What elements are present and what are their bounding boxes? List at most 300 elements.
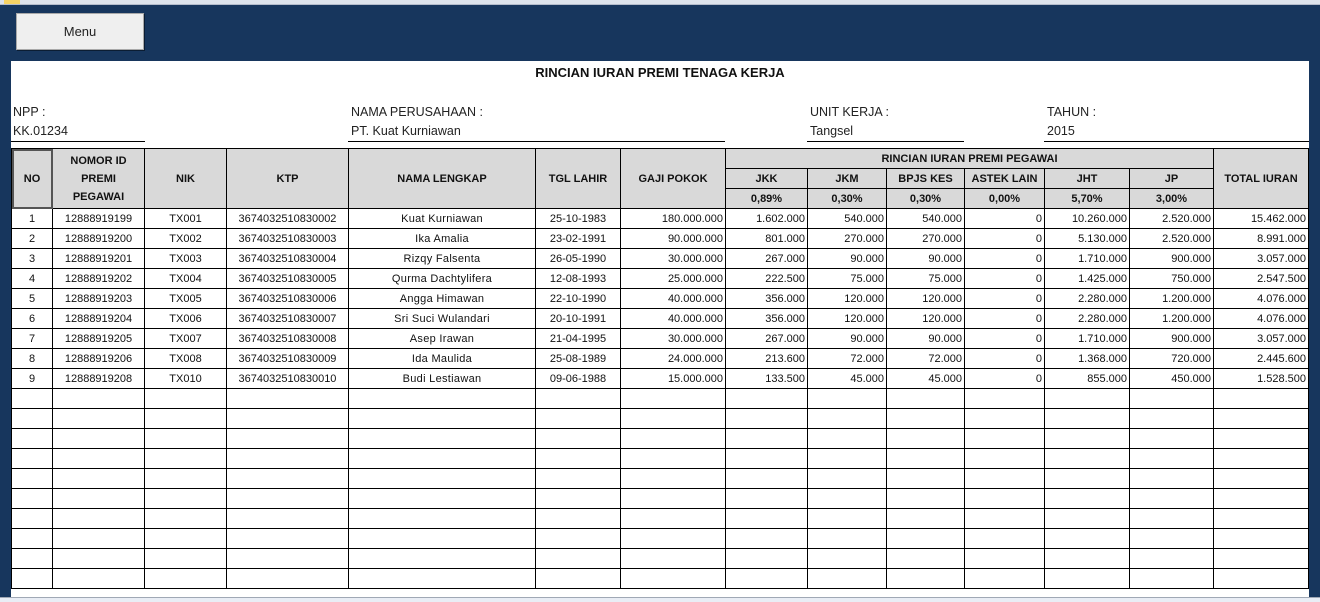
cell-gaji[interactable]: 25.000.000 — [621, 269, 726, 289]
empty-cell-id[interactable] — [53, 389, 145, 409]
header-tgl-lahir[interactable]: TGL LAHIR — [536, 149, 621, 209]
cell-jkm[interactable]: 72.000 — [808, 349, 887, 369]
horizontal-scrollbar[interactable] — [0, 597, 1320, 602]
empty-cell-id[interactable] — [53, 489, 145, 509]
cell-astek[interactable]: 0 — [965, 249, 1045, 269]
empty-cell-gaji[interactable] — [621, 509, 726, 529]
empty-cell-jht[interactable] — [1045, 469, 1130, 489]
empty-cell-id[interactable] — [53, 549, 145, 569]
header-jht[interactable]: JHT — [1045, 169, 1130, 189]
empty-cell-no[interactable] — [12, 529, 53, 549]
empty-cell-ktp[interactable] — [227, 409, 349, 429]
empty-cell-id[interactable] — [53, 429, 145, 449]
cell-jkm[interactable]: 270.000 — [808, 229, 887, 249]
report-sheet — [11, 61, 1309, 597]
cell-gaji[interactable]: 40.000.000 — [621, 289, 726, 309]
empty-cell-id[interactable] — [53, 469, 145, 489]
empty-cell-total[interactable] — [1214, 509, 1309, 529]
empty-cell-ktp[interactable] — [227, 529, 349, 549]
cell-ktp[interactable]: 3674032510830005 — [227, 269, 349, 289]
header-jkm[interactable]: JKM — [808, 169, 887, 189]
empty-cell-tgl[interactable] — [536, 509, 621, 529]
cell-bpjs[interactable]: 72.000 — [887, 349, 965, 369]
cell-tgl[interactable]: 25-08-1989 — [536, 349, 621, 369]
empty-cell-tgl[interactable] — [536, 469, 621, 489]
empty-cell-gaji[interactable] — [621, 489, 726, 509]
empty-cell-jp[interactable] — [1130, 489, 1214, 509]
cell-id[interactable]: 12888919206 — [53, 349, 145, 369]
cell-jp[interactable]: 2.520.000 — [1130, 229, 1214, 249]
cell-gaji[interactable]: 15.000.000 — [621, 369, 726, 389]
cell-total[interactable]: 1.528.500 — [1214, 369, 1309, 389]
cell-jp[interactable]: 900.000 — [1130, 249, 1214, 269]
empty-cell-tgl[interactable] — [536, 429, 621, 449]
cell-ktp[interactable]: 3674032510830007 — [227, 309, 349, 329]
header-jkk[interactable]: JKK — [726, 169, 808, 189]
empty-cell-bpjs[interactable] — [887, 529, 965, 549]
empty-cell-total[interactable] — [1214, 529, 1309, 549]
empty-cell-gaji[interactable] — [621, 449, 726, 469]
cell-nik[interactable]: TX005 — [145, 289, 227, 309]
rate-jht[interactable]: 5,70% — [1045, 189, 1130, 209]
empty-cell-jht[interactable] — [1045, 509, 1130, 529]
cell-jht[interactable]: 1.368.000 — [1045, 349, 1130, 369]
cell-jkk[interactable]: 1.602.000 — [726, 209, 808, 229]
empty-cell-astek[interactable] — [965, 529, 1045, 549]
cell-jkm[interactable]: 45.000 — [808, 369, 887, 389]
cell-tgl[interactable]: 25-10-1983 — [536, 209, 621, 229]
empty-cell-bpjs[interactable] — [887, 449, 965, 469]
cell-astek[interactable]: 0 — [965, 229, 1045, 249]
cell-jp[interactable]: 750.000 — [1130, 269, 1214, 289]
cell-ktp[interactable]: 3674032510830004 — [227, 249, 349, 269]
cell-no[interactable]: 2 — [12, 229, 53, 249]
cell-jkm[interactable]: 75.000 — [808, 269, 887, 289]
cell-ktp[interactable]: 3674032510830009 — [227, 349, 349, 369]
empty-cell-jkk[interactable] — [726, 409, 808, 429]
cell-tgl[interactable]: 20-10-1991 — [536, 309, 621, 329]
cell-astek[interactable]: 0 — [965, 369, 1045, 389]
header-total[interactable]: TOTAL IURAN — [1214, 149, 1309, 209]
empty-cell-ktp[interactable] — [227, 449, 349, 469]
empty-cell-nik[interactable] — [145, 569, 227, 589]
cell-jht[interactable]: 2.280.000 — [1045, 289, 1130, 309]
empty-cell-nik[interactable] — [145, 549, 227, 569]
empty-cell-gaji[interactable] — [621, 469, 726, 489]
empty-cell-bpjs[interactable] — [887, 429, 965, 449]
empty-cell-tgl[interactable] — [536, 389, 621, 409]
cell-jkk[interactable]: 267.000 — [726, 249, 808, 269]
empty-cell-total[interactable] — [1214, 469, 1309, 489]
header-group-rincian[interactable]: RINCIAN IURAN PREMI PEGAWAI — [726, 149, 1214, 169]
selected-column-indicator — [4, 0, 20, 4]
empty-cell-nik[interactable] — [145, 449, 227, 469]
cell-jht[interactable]: 1.710.000 — [1045, 249, 1130, 269]
cell-tgl[interactable]: 26-05-1990 — [536, 249, 621, 269]
empty-cell-bpjs[interactable] — [887, 409, 965, 429]
cell-total[interactable]: 4.076.000 — [1214, 289, 1309, 309]
empty-cell-jkm[interactable] — [808, 489, 887, 509]
cell-jkk[interactable]: 133.500 — [726, 369, 808, 389]
cell-astek[interactable]: 0 — [965, 329, 1045, 349]
cell-nama[interactable]: Budi Lestiawan — [349, 369, 536, 389]
cell-gaji[interactable]: 40.000.000 — [621, 309, 726, 329]
header-astek[interactable]: ASTEK LAIN — [965, 169, 1045, 189]
cell-tgl[interactable]: 22-10-1990 — [536, 289, 621, 309]
header-nomor-id[interactable]: NOMOR ID PREMI PEGAWAI — [53, 149, 145, 209]
empty-cell-total[interactable] — [1214, 449, 1309, 469]
cell-jp[interactable]: 720.000 — [1130, 349, 1214, 369]
cell-jp[interactable]: 1.200.000 — [1130, 289, 1214, 309]
empty-cell-ktp[interactable] — [227, 509, 349, 529]
cell-id[interactable]: 12888919199 — [53, 209, 145, 229]
empty-cell-jkk[interactable] — [726, 489, 808, 509]
empty-cell-nik[interactable] — [145, 509, 227, 529]
cell-id[interactable]: 12888919204 — [53, 309, 145, 329]
empty-cell-astek[interactable] — [965, 409, 1045, 429]
cell-nama[interactable]: Rizqy Falsenta — [349, 249, 536, 269]
table-row — [12, 289, 1309, 309]
year-value[interactable]: 2015 — [1047, 124, 1075, 138]
menu-button[interactable]: Menu — [16, 13, 144, 50]
empty-cell-total[interactable] — [1214, 489, 1309, 509]
empty-cell-jkk[interactable] — [726, 569, 808, 589]
cell-ktp[interactable]: 3674032510830008 — [227, 329, 349, 349]
empty-cell-no[interactable] — [12, 449, 53, 469]
empty-cell-nama[interactable] — [349, 569, 536, 589]
empty-cell-id[interactable] — [53, 569, 145, 589]
company-value[interactable]: PT. Kuat Kurniawan — [351, 124, 461, 138]
empty-cell-nik[interactable] — [145, 429, 227, 449]
cell-nik[interactable]: TX008 — [145, 349, 227, 369]
cell-jkk[interactable]: 356.000 — [726, 309, 808, 329]
empty-cell-ktp[interactable] — [227, 389, 349, 409]
empty-cell-id[interactable] — [53, 449, 145, 469]
empty-cell-nama[interactable] — [349, 529, 536, 549]
empty-cell-jp[interactable] — [1130, 509, 1214, 529]
empty-cell-no[interactable] — [12, 569, 53, 589]
cell-nama[interactable]: Sri Suci Wulandari — [349, 309, 536, 329]
cell-gaji[interactable]: 180.000.000 — [621, 209, 726, 229]
cell-jht[interactable]: 10.260.000 — [1045, 209, 1130, 229]
header-nama[interactable]: NAMA LENGKAP — [349, 149, 536, 209]
empty-cell-no[interactable] — [12, 509, 53, 529]
rate-jkk[interactable]: 0,89% — [726, 189, 808, 209]
empty-cell-tgl[interactable] — [536, 409, 621, 429]
cell-jkk[interactable]: 222.500 — [726, 269, 808, 289]
empty-cell-bpjs[interactable] — [887, 509, 965, 529]
cell-jkk[interactable]: 801.000 — [726, 229, 808, 249]
empty-cell-astek[interactable] — [965, 489, 1045, 509]
empty-cell-jkk[interactable] — [726, 549, 808, 569]
cell-bpjs[interactable]: 75.000 — [887, 269, 965, 289]
empty-cell-astek[interactable] — [965, 449, 1045, 469]
cell-astek[interactable]: 0 — [965, 289, 1045, 309]
cell-bpjs[interactable]: 270.000 — [887, 229, 965, 249]
rate-bpjs[interactable]: 0,30% — [887, 189, 965, 209]
cell-bpjs[interactable]: 90.000 — [887, 249, 965, 269]
empty-cell-bpjs[interactable] — [887, 469, 965, 489]
empty-cell-bpjs[interactable] — [887, 489, 965, 509]
cell-astek[interactable]: 0 — [965, 209, 1045, 229]
empty-cell-id[interactable] — [53, 509, 145, 529]
cell-ktp[interactable]: 3674032510830002 — [227, 209, 349, 229]
empty-cell-gaji[interactable] — [621, 529, 726, 549]
empty-cell-jkm[interactable] — [808, 529, 887, 549]
cell-no[interactable]: 6 — [12, 309, 53, 329]
cell-nama[interactable]: Kuat Kurniawan — [349, 209, 536, 229]
unit-value[interactable]: Tangsel — [810, 124, 854, 138]
empty-cell-astek[interactable] — [965, 569, 1045, 589]
cell-nik[interactable]: TX006 — [145, 309, 227, 329]
empty-cell-ktp[interactable] — [227, 549, 349, 569]
cell-no[interactable]: 5 — [12, 289, 53, 309]
cell-jht[interactable]: 5.130.000 — [1045, 229, 1130, 249]
cell-tgl[interactable]: 12-08-1993 — [536, 269, 621, 289]
cell-nik[interactable]: TX004 — [145, 269, 227, 289]
cell-nama[interactable]: Qurma Dachtylifera — [349, 269, 536, 289]
cell-jp[interactable]: 450.000 — [1130, 369, 1214, 389]
cell-id[interactable]: 12888919202 — [53, 269, 145, 289]
cell-id[interactable]: 12888919205 — [53, 329, 145, 349]
empty-cell-ktp[interactable] — [227, 469, 349, 489]
empty-cell-jkm[interactable] — [808, 449, 887, 469]
empty-cell-jkk[interactable] — [726, 469, 808, 489]
empty-cell-nik[interactable] — [145, 469, 227, 489]
cell-tgl[interactable]: 09-06-1988 — [536, 369, 621, 389]
empty-cell-nik[interactable] — [145, 409, 227, 429]
cell-nik[interactable]: TX002 — [145, 229, 227, 249]
empty-cell-jkm[interactable] — [808, 509, 887, 529]
rate-jp[interactable]: 3,00% — [1130, 189, 1214, 209]
empty-cell-jkm[interactable] — [808, 389, 887, 409]
empty-cell-total[interactable] — [1214, 409, 1309, 429]
empty-cell-tgl[interactable] — [536, 549, 621, 569]
empty-cell-tgl[interactable] — [536, 449, 621, 469]
cell-id[interactable]: 12888919200 — [53, 229, 145, 249]
cell-nik[interactable]: TX007 — [145, 329, 227, 349]
empty-cell-nik[interactable] — [145, 489, 227, 509]
header-jp[interactable]: JP — [1130, 169, 1214, 189]
cell-nik[interactable]: TX001 — [145, 209, 227, 229]
empty-cell-nama[interactable] — [349, 469, 536, 489]
empty-cell-id[interactable] — [53, 529, 145, 549]
empty-cell-tgl[interactable] — [536, 569, 621, 589]
cell-nik[interactable]: TX010 — [145, 369, 227, 389]
cell-id[interactable]: 12888919208 — [53, 369, 145, 389]
empty-cell-nama[interactable] — [349, 389, 536, 409]
empty-cell-jp[interactable] — [1130, 469, 1214, 489]
cell-jp[interactable]: 1.200.000 — [1130, 309, 1214, 329]
cell-no[interactable]: 8 — [12, 349, 53, 369]
empty-cell-jkm[interactable] — [808, 549, 887, 569]
empty-cell-total[interactable] — [1214, 389, 1309, 409]
cell-jht[interactable]: 1.710.000 — [1045, 329, 1130, 349]
cell-total[interactable]: 4.076.000 — [1214, 309, 1309, 329]
empty-cell-jht[interactable] — [1045, 449, 1130, 469]
empty-cell-total[interactable] — [1214, 569, 1309, 589]
empty-cell-gaji[interactable] — [621, 569, 726, 589]
empty-cell-tgl[interactable] — [536, 529, 621, 549]
empty-cell-id[interactable] — [53, 409, 145, 429]
cell-total[interactable]: 2.547.500 — [1214, 269, 1309, 289]
cell-total[interactable]: 2.445.600 — [1214, 349, 1309, 369]
empty-cell-jkk[interactable] — [726, 389, 808, 409]
empty-cell-tgl[interactable] — [536, 489, 621, 509]
empty-cell-nama[interactable] — [349, 429, 536, 449]
empty-cell-jht[interactable] — [1045, 489, 1130, 509]
empty-cell-no[interactable] — [12, 489, 53, 509]
empty-row — [12, 569, 1309, 589]
cell-tgl[interactable]: 21-04-1995 — [536, 329, 621, 349]
cell-astek[interactable]: 0 — [965, 269, 1045, 289]
cell-gaji[interactable]: 30.000.000 — [621, 329, 726, 349]
empty-cell-bpjs[interactable] — [887, 389, 965, 409]
cell-bpjs[interactable]: 120.000 — [887, 309, 965, 329]
cell-jht[interactable]: 855.000 — [1045, 369, 1130, 389]
cell-jkm[interactable]: 90.000 — [808, 329, 887, 349]
cell-jht[interactable]: 2.280.000 — [1045, 309, 1130, 329]
cell-no[interactable]: 1 — [12, 209, 53, 229]
empty-cell-jht[interactable] — [1045, 429, 1130, 449]
cell-no[interactable]: 3 — [12, 249, 53, 269]
cell-nama[interactable]: Asep Irawan — [349, 329, 536, 349]
cell-gaji[interactable]: 30.000.000 — [621, 249, 726, 269]
empty-cell-jkk[interactable] — [726, 449, 808, 469]
cell-nik[interactable]: TX003 — [145, 249, 227, 269]
cell-gaji[interactable]: 24.000.000 — [621, 349, 726, 369]
empty-cell-no[interactable] — [12, 469, 53, 489]
header-bpjs[interactable]: BPJS KES — [887, 169, 965, 189]
empty-cell-jkm[interactable] — [808, 469, 887, 489]
cell-total[interactable]: 3.057.000 — [1214, 329, 1309, 349]
empty-cell-jp[interactable] — [1130, 389, 1214, 409]
cell-id[interactable]: 12888919203 — [53, 289, 145, 309]
empty-cell-jkk[interactable] — [726, 509, 808, 529]
rate-astek[interactable]: 0,00% — [965, 189, 1045, 209]
cell-bpjs[interactable]: 540.000 — [887, 209, 965, 229]
cell-bpjs[interactable]: 120.000 — [887, 289, 965, 309]
empty-cell-no[interactable] — [12, 429, 53, 449]
empty-cell-gaji[interactable] — [621, 409, 726, 429]
cell-ktp[interactable]: 3674032510830010 — [227, 369, 349, 389]
cell-ktp[interactable]: 3674032510830006 — [227, 289, 349, 309]
cell-jkk[interactable]: 356.000 — [726, 289, 808, 309]
empty-cell-jp[interactable] — [1130, 569, 1214, 589]
empty-cell-jkm[interactable] — [808, 409, 887, 429]
empty-cell-jht[interactable] — [1045, 569, 1130, 589]
empty-cell-jp[interactable] — [1130, 409, 1214, 429]
header-gaji-pokok[interactable]: GAJI POKOK — [621, 149, 726, 209]
empty-cell-nama[interactable] — [349, 509, 536, 529]
cell-nama[interactable]: Angga Himawan — [349, 289, 536, 309]
cell-jkm[interactable]: 120.000 — [808, 289, 887, 309]
year-underline — [1044, 141, 1309, 142]
cell-no[interactable]: 4 — [12, 269, 53, 289]
empty-cell-nik[interactable] — [145, 529, 227, 549]
header-ktp[interactable]: KTP — [227, 149, 349, 209]
table-row — [12, 309, 1309, 329]
empty-cell-gaji[interactable] — [621, 389, 726, 409]
cell-total[interactable]: 15.462.000 — [1214, 209, 1309, 229]
empty-cell-no[interactable] — [12, 549, 53, 569]
empty-cell-nik[interactable] — [145, 389, 227, 409]
rate-jkm[interactable]: 0,30% — [808, 189, 887, 209]
empty-cell-jht[interactable] — [1045, 549, 1130, 569]
header-no[interactable]: NO — [12, 149, 53, 209]
empty-cell-astek[interactable] — [965, 469, 1045, 489]
cell-tgl[interactable]: 23-02-1991 — [536, 229, 621, 249]
cell-astek[interactable]: 0 — [965, 349, 1045, 369]
empty-cell-total[interactable] — [1214, 429, 1309, 449]
cell-no[interactable]: 9 — [12, 369, 53, 389]
empty-cell-astek[interactable] — [965, 549, 1045, 569]
empty-cell-jkm[interactable] — [808, 569, 887, 589]
empty-cell-ktp[interactable] — [227, 489, 349, 509]
cell-jht[interactable]: 1.425.000 — [1045, 269, 1130, 289]
empty-cell-total[interactable] — [1214, 549, 1309, 569]
cell-ktp[interactable]: 3674032510830003 — [227, 229, 349, 249]
cell-nama[interactable]: Ida Maulida — [349, 349, 536, 369]
empty-cell-jkk[interactable] — [726, 529, 808, 549]
empty-cell-jp[interactable] — [1130, 429, 1214, 449]
cell-no[interactable]: 7 — [12, 329, 53, 349]
empty-cell-nama[interactable] — [349, 409, 536, 429]
empty-cell-gaji[interactable] — [621, 549, 726, 569]
cell-jkk[interactable]: 267.000 — [726, 329, 808, 349]
npp-value[interactable]: KK.01234 — [13, 124, 68, 138]
empty-cell-astek[interactable] — [965, 509, 1045, 529]
cell-jkm[interactable]: 120.000 — [808, 309, 887, 329]
empty-cell-jht[interactable] — [1045, 409, 1130, 429]
cell-jp[interactable]: 900.000 — [1130, 329, 1214, 349]
empty-cell-jkm[interactable] — [808, 429, 887, 449]
report-title: RINCIAN IURAN PREMI TENAGA KERJA — [535, 65, 785, 80]
cell-astek[interactable]: 0 — [965, 309, 1045, 329]
empty-cell-bpjs[interactable] — [887, 569, 965, 589]
cell-jkm[interactable]: 90.000 — [808, 249, 887, 269]
empty-cell-jp[interactable] — [1130, 529, 1214, 549]
cell-bpjs[interactable]: 90.000 — [887, 329, 965, 349]
empty-cell-bpjs[interactable] — [887, 549, 965, 569]
empty-cell-no[interactable] — [12, 409, 53, 429]
cell-total[interactable]: 8.991.000 — [1214, 229, 1309, 249]
cell-nama[interactable]: Ika Amalia — [349, 229, 536, 249]
empty-cell-jht[interactable] — [1045, 389, 1130, 409]
cell-total[interactable]: 3.057.000 — [1214, 249, 1309, 269]
empty-cell-jkk[interactable] — [726, 429, 808, 449]
empty-cell-ktp[interactable] — [227, 429, 349, 449]
cell-jp[interactable]: 2.520.000 — [1130, 209, 1214, 229]
empty-cell-jht[interactable] — [1045, 529, 1130, 549]
empty-cell-ktp[interactable] — [227, 569, 349, 589]
header-nik[interactable]: NIK — [145, 149, 227, 209]
empty-cell-astek[interactable] — [965, 389, 1045, 409]
cell-gaji[interactable]: 90.000.000 — [621, 229, 726, 249]
empty-cell-no[interactable] — [12, 389, 53, 409]
empty-cell-jp[interactable] — [1130, 549, 1214, 569]
cell-jkm[interactable]: 540.000 — [808, 209, 887, 229]
empty-cell-jp[interactable] — [1130, 449, 1214, 469]
cell-bpjs[interactable]: 45.000 — [887, 369, 965, 389]
empty-cell-gaji[interactable] — [621, 429, 726, 449]
empty-cell-astek[interactable] — [965, 429, 1045, 449]
empty-cell-nama[interactable] — [349, 549, 536, 569]
cell-id[interactable]: 12888919201 — [53, 249, 145, 269]
cell-jkk[interactable]: 213.600 — [726, 349, 808, 369]
empty-cell-nama[interactable] — [349, 449, 536, 469]
empty-cell-nama[interactable] — [349, 489, 536, 509]
